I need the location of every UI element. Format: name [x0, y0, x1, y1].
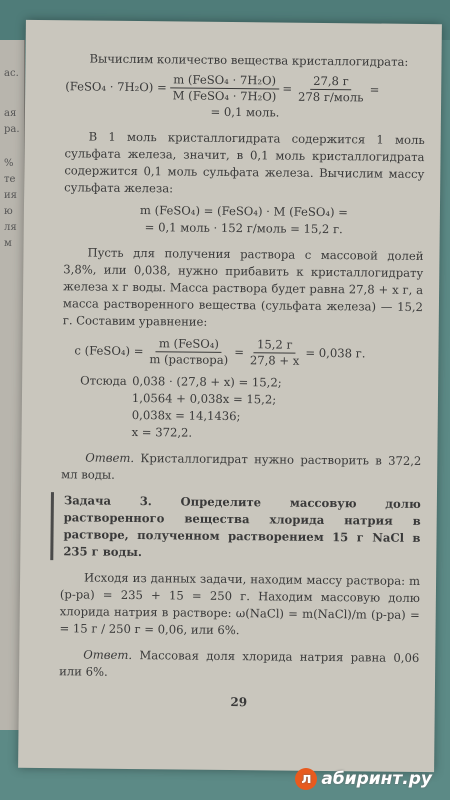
watermark-logo: [295, 768, 432, 790]
equation-amount: [65, 71, 425, 106]
labirint-icon: л: [295, 768, 317, 790]
eq2-line2: = 0,1 моль · 152 г/моль = 15,2 г.: [144, 220, 343, 237]
left-fragment: ас.: [4, 68, 19, 79]
equation-fraction: [74, 335, 422, 370]
answer-label: Ответ.: [83, 647, 133, 662]
otsyuda-label: Отсюда: [80, 373, 127, 388]
eq3-end: = 0,038 г.: [305, 345, 366, 361]
eq3-fraction-2: [247, 337, 303, 369]
answer-text: Массовая доля хлорида натрия равна 0,06 или 6%.: [59, 648, 420, 679]
eq1-result: = 0,1 моль.: [210, 104, 280, 120]
eq3-den1: m (раствора): [149, 352, 229, 367]
watermark-text: абиринт.ру: [321, 769, 432, 789]
paragraph-task3-solution: Исходя из данных задачи, находим массу раствора: m (р-ра) = 235 + 15 = 250 г. Находим массовую долю хлорида натрия в растворе: ω(NaCl) = m(NaCl)/m (р-ра) = = 15 г / 250 г = 0,06, или 6%.: [59, 570, 421, 638]
eq3-num1: m (FeSO₄): [156, 336, 222, 353]
eq1-num1: m (FeSO₄ · 7H₂O): [170, 72, 279, 89]
eq1-num2: 27,8 г: [310, 74, 352, 90]
eq3-fraction-1: [146, 336, 231, 368]
eq3-lhs: c (FeSO₄) =: [74, 343, 144, 359]
left-fragment: %: [4, 158, 14, 169]
answer-label: Ответ.: [85, 450, 135, 465]
page-content: [59, 50, 426, 713]
left-fragment: ра.: [4, 124, 20, 135]
task-3-label: Задача 3.: [63, 493, 152, 509]
task-3-block: [50, 492, 421, 564]
eq3-equals: =: [234, 345, 245, 360]
left-fragment: м: [4, 238, 12, 249]
eq1-fraction-2: [295, 74, 367, 106]
answer-2: [59, 646, 419, 684]
eq1-den1: M (FeSO₄ · 7H₂O): [172, 88, 277, 104]
eq1-fraction-1: [170, 72, 280, 104]
left-fragment: ая: [4, 108, 17, 119]
eq3-den2: 27,8 + x: [249, 353, 300, 368]
paragraph-1mol: В 1 моль кристаллогидрата содержится 1 моль сульфата железа, значит, в 0,1 моль кристаллогидрата содержится 0,1 моль сульфата железа. Вычислим массу сульфата железа:: [64, 129, 425, 196]
equation-step-text: 0,038 · (27,8 + x) = 15,2;: [132, 373, 282, 390]
book-page: [18, 20, 442, 772]
left-fragment: те: [4, 174, 16, 185]
eq1-lhs: (FeSO₄ · 7H₂O) =: [65, 79, 167, 95]
task-3-text: Определите массовую долю растворенного вещества хлорида натрия в растворе, полученном растворением 15 г NaCl в 235 г воды.: [63, 494, 421, 560]
equation-step: 0,038x = 14,1436;: [131, 407, 241, 424]
left-fragment: ия: [4, 190, 17, 201]
eq1-end: =: [369, 82, 380, 97]
equation-step: 1,0564 + 0,038x = 15,2;: [131, 390, 277, 407]
intro-paragraph: Вычислим количество вещества кристаллогидрата:: [89, 51, 409, 69]
left-fragment: ю: [4, 206, 13, 217]
equation-steps: [80, 373, 423, 444]
left-fragment: ля: [4, 222, 17, 233]
eq1-equals: =: [282, 81, 293, 96]
page-number: 29: [230, 695, 248, 710]
equation-step: x = 372,2.: [131, 424, 193, 440]
paragraph-solution: Пусть для получения раствора с массовой долей 3,8%, или 0,038, нужно прибавить к кристаллогидрату железа x г воды. Масса раствора будет равна 27,8 + x г, а масса растворенного вещества (сульфата железа) — 15,2 г. Составим уравнение:: [62, 245, 424, 329]
eq3-num2: 15,2 г: [254, 337, 296, 353]
eq2-line1: m (FeSO₄) = (FeSO₄) · M (FeSO₄) =: [139, 203, 349, 220]
answer-text: Кристаллогидрат нужно растворить в 372,2 мл воды.: [61, 451, 422, 482]
answer-1: [61, 449, 421, 487]
eq1-den2: 278 г/моль: [297, 89, 364, 105]
